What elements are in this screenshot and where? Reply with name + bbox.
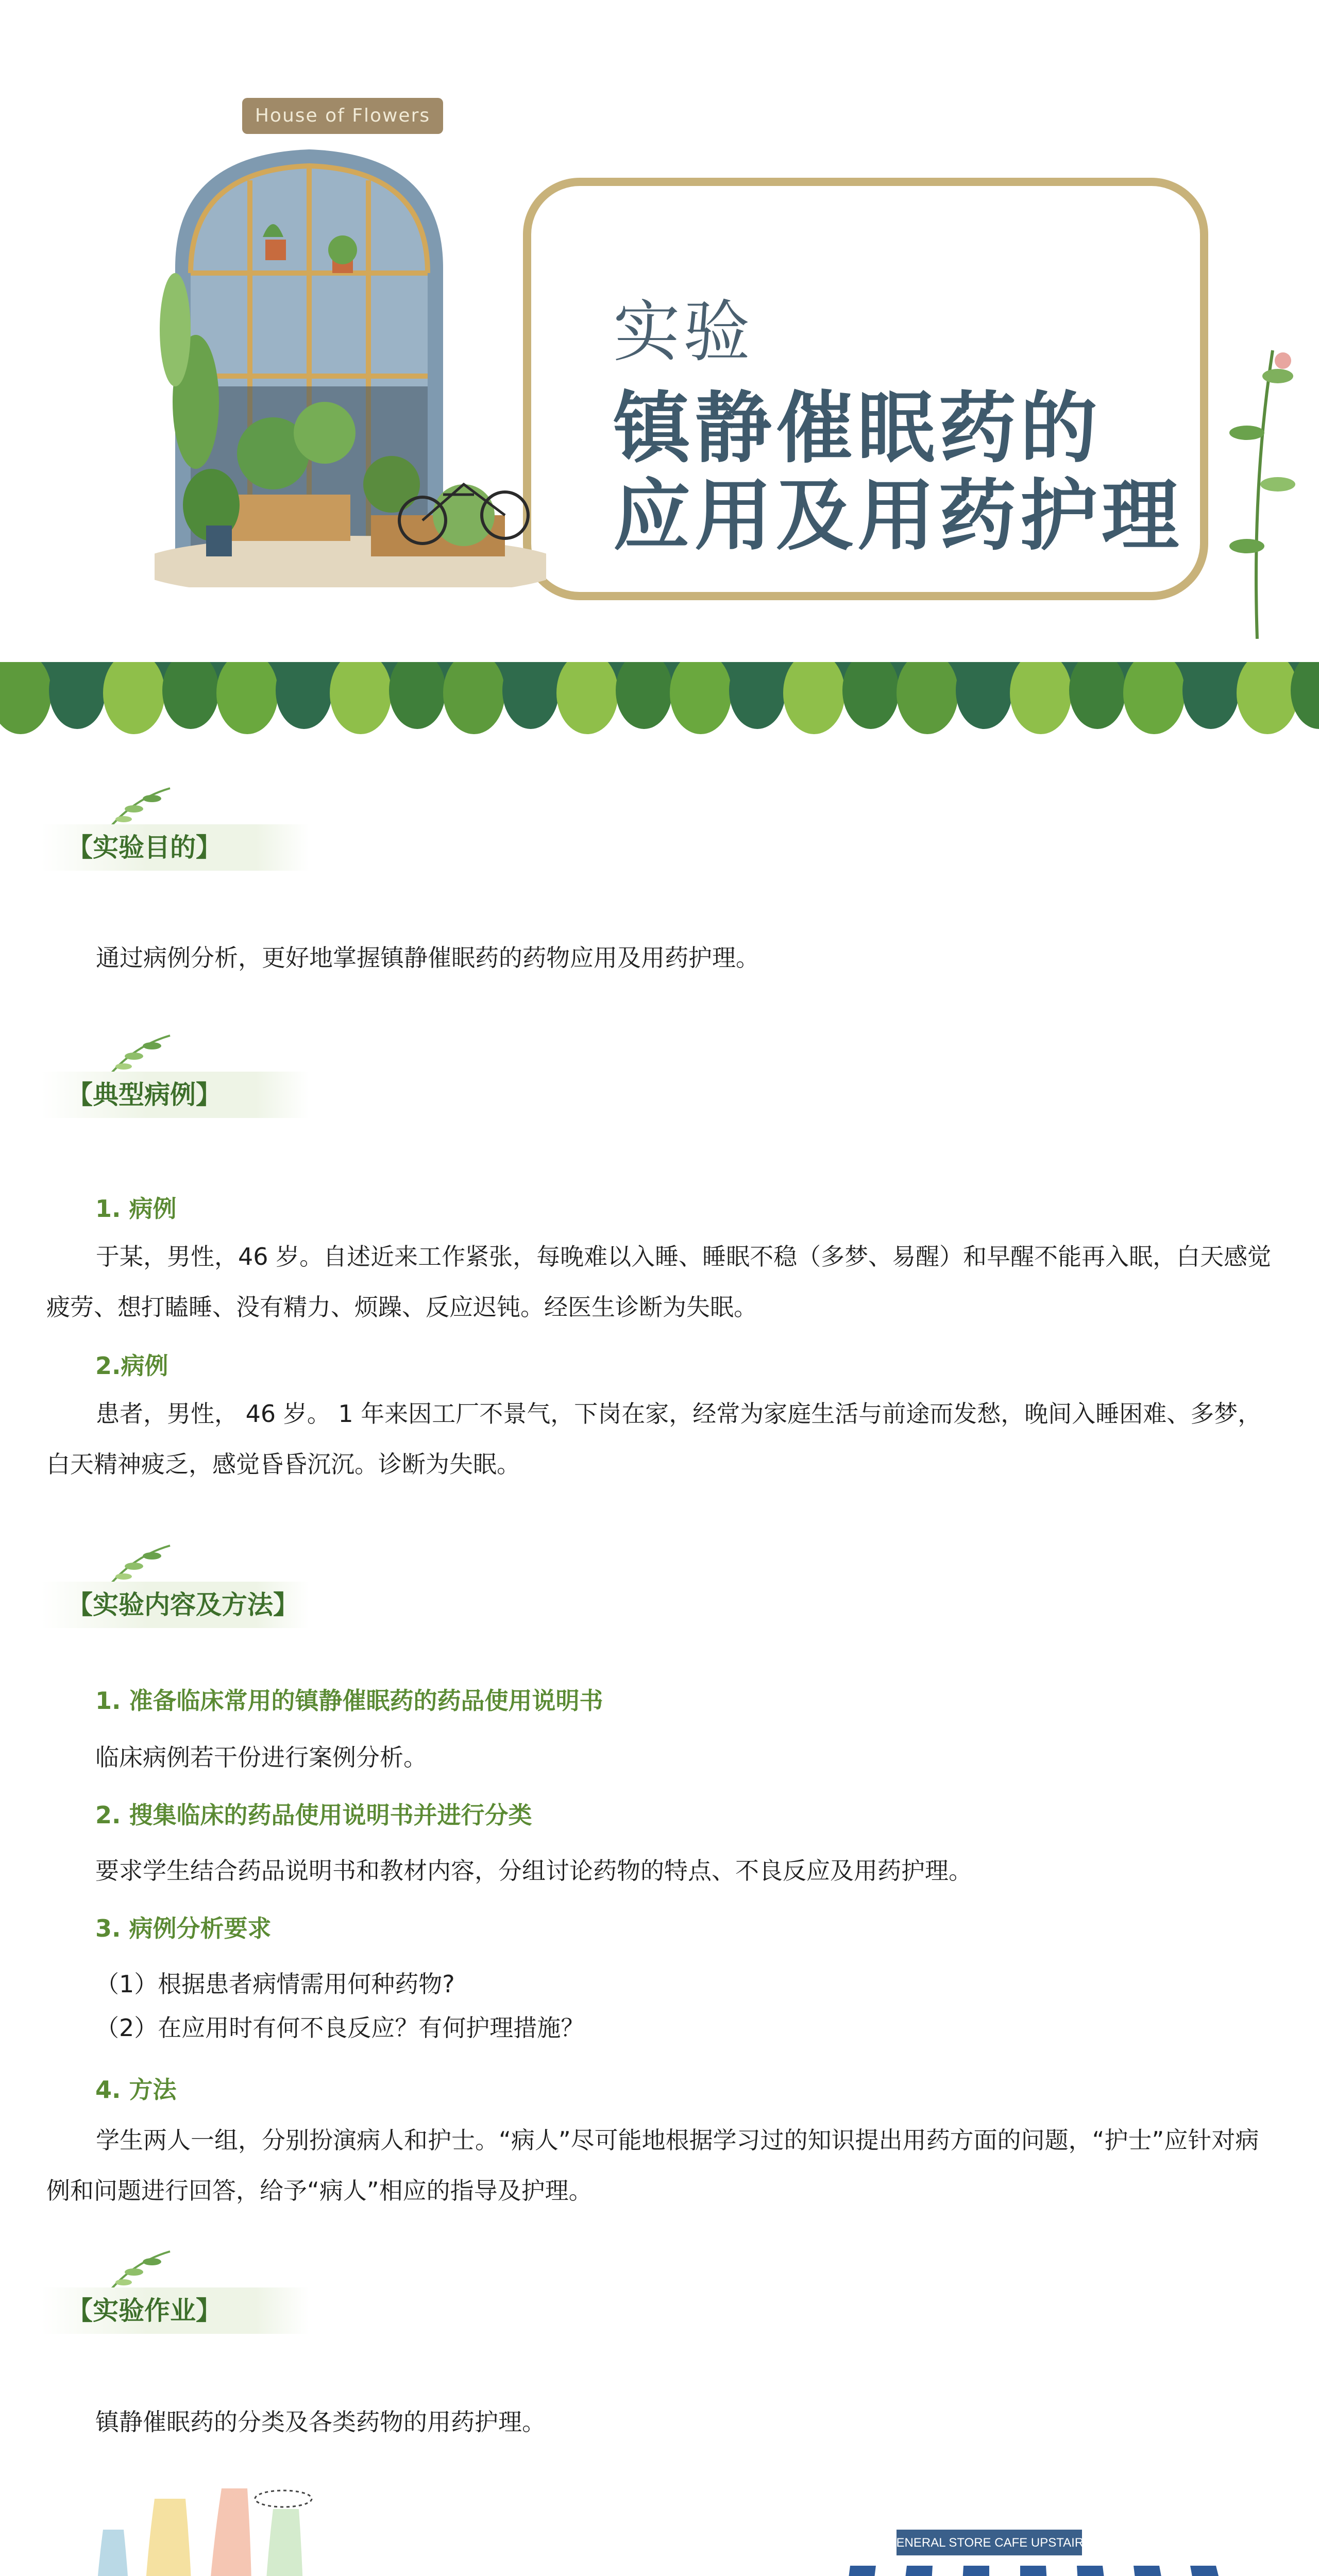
section-methods-heading xyxy=(31,1571,299,1628)
case2-title: 2.病例 xyxy=(95,1352,168,1380)
section-homework-heading xyxy=(31,2277,299,2334)
store-sign: GENERAL STORE CAFE UPSTAIRS xyxy=(886,2536,1092,2550)
method1-title: 1. 准备临床常用的镇静催眠药的药品使用说明书 xyxy=(95,1687,603,1715)
feather-illustration xyxy=(67,2468,335,2576)
leaf-border-top xyxy=(0,662,1319,750)
homework-text: 镇静催眠药的分类及各类药物的用药护理。 xyxy=(95,2408,546,2436)
section-purpose-title: 【实验目的】 xyxy=(67,833,222,862)
section-purpose-heading xyxy=(31,814,299,871)
method2-title: 2. 搜集临床的药品使用说明书并进行分类 xyxy=(95,1801,532,1829)
section-methods-title: 【实验内容及方法】 xyxy=(67,1590,299,1620)
section-cases-title: 【典型病例】 xyxy=(67,1080,222,1110)
case1-text: 于某，男性，46 岁。自述近来工作紧张，每晚难以入睡、睡眠不稳（多梦、易醒）和早醒不能再入眠，白天感觉疲劳、想打瞌睡、没有精力、烦躁、反应迟钝。经医生诊断为失眠。 xyxy=(46,1243,1272,1321)
title-line1: 实验 xyxy=(613,293,754,371)
sprig-icon xyxy=(103,783,175,829)
sprig-icon xyxy=(103,2246,175,2293)
sprig-icon xyxy=(103,1540,175,1587)
method1-text: 临床病例若干份进行案例分析。 xyxy=(95,1743,427,1771)
section-homework-title: 【实验作业】 xyxy=(67,2296,222,2326)
method3-question2: （2）在应用时有何不良反应？有何护理措施？ xyxy=(95,2014,585,2042)
sprig-icon xyxy=(103,1030,175,1077)
section-cases-heading xyxy=(31,1061,299,1118)
method4-text: 学生两人一组，分别扮演病人和护士。“病人”尽可能地根据学习过的知识提出用药方面的问题，“护士”应针对病例和问题进行回答，给予“病人”相应的指导及护理。 xyxy=(46,2126,1259,2205)
greenhouse-illustration xyxy=(155,134,546,587)
purpose-text: 通过病例分析，更好地掌握镇静催眠药的药物应用及用药护理。 xyxy=(96,944,759,972)
method3-question1: （1）根据患者病情需用何种药物? xyxy=(95,1970,455,1998)
house-sign: House of Flowers xyxy=(242,98,443,134)
case2-text: 患者，男性， 46 岁。 1 年来因工厂不景气，下岗在家，经常为家庭生活与前途而发愁，晚间入睡困难、多梦，白天精神疲乏，感觉昏昏沉沉。诊断为失眠。 xyxy=(46,1400,1262,1478)
method3-title: 3. 病例分析要求 xyxy=(95,1914,272,1942)
title-line2: 镇静催眠药的 xyxy=(613,384,1102,473)
side-plant-illustration xyxy=(1216,330,1298,639)
store-illustration xyxy=(819,2463,1283,2576)
method4-title: 4. 方法 xyxy=(95,2076,177,2104)
case1-title: 1. 病例 xyxy=(95,1195,177,1223)
method2-text: 要求学生结合药品说明书和教材内容，分组讨论药物的特点、不良反应及用药护理。 xyxy=(95,1857,972,1885)
title-line3: 应用及用药护理 xyxy=(613,471,1183,561)
